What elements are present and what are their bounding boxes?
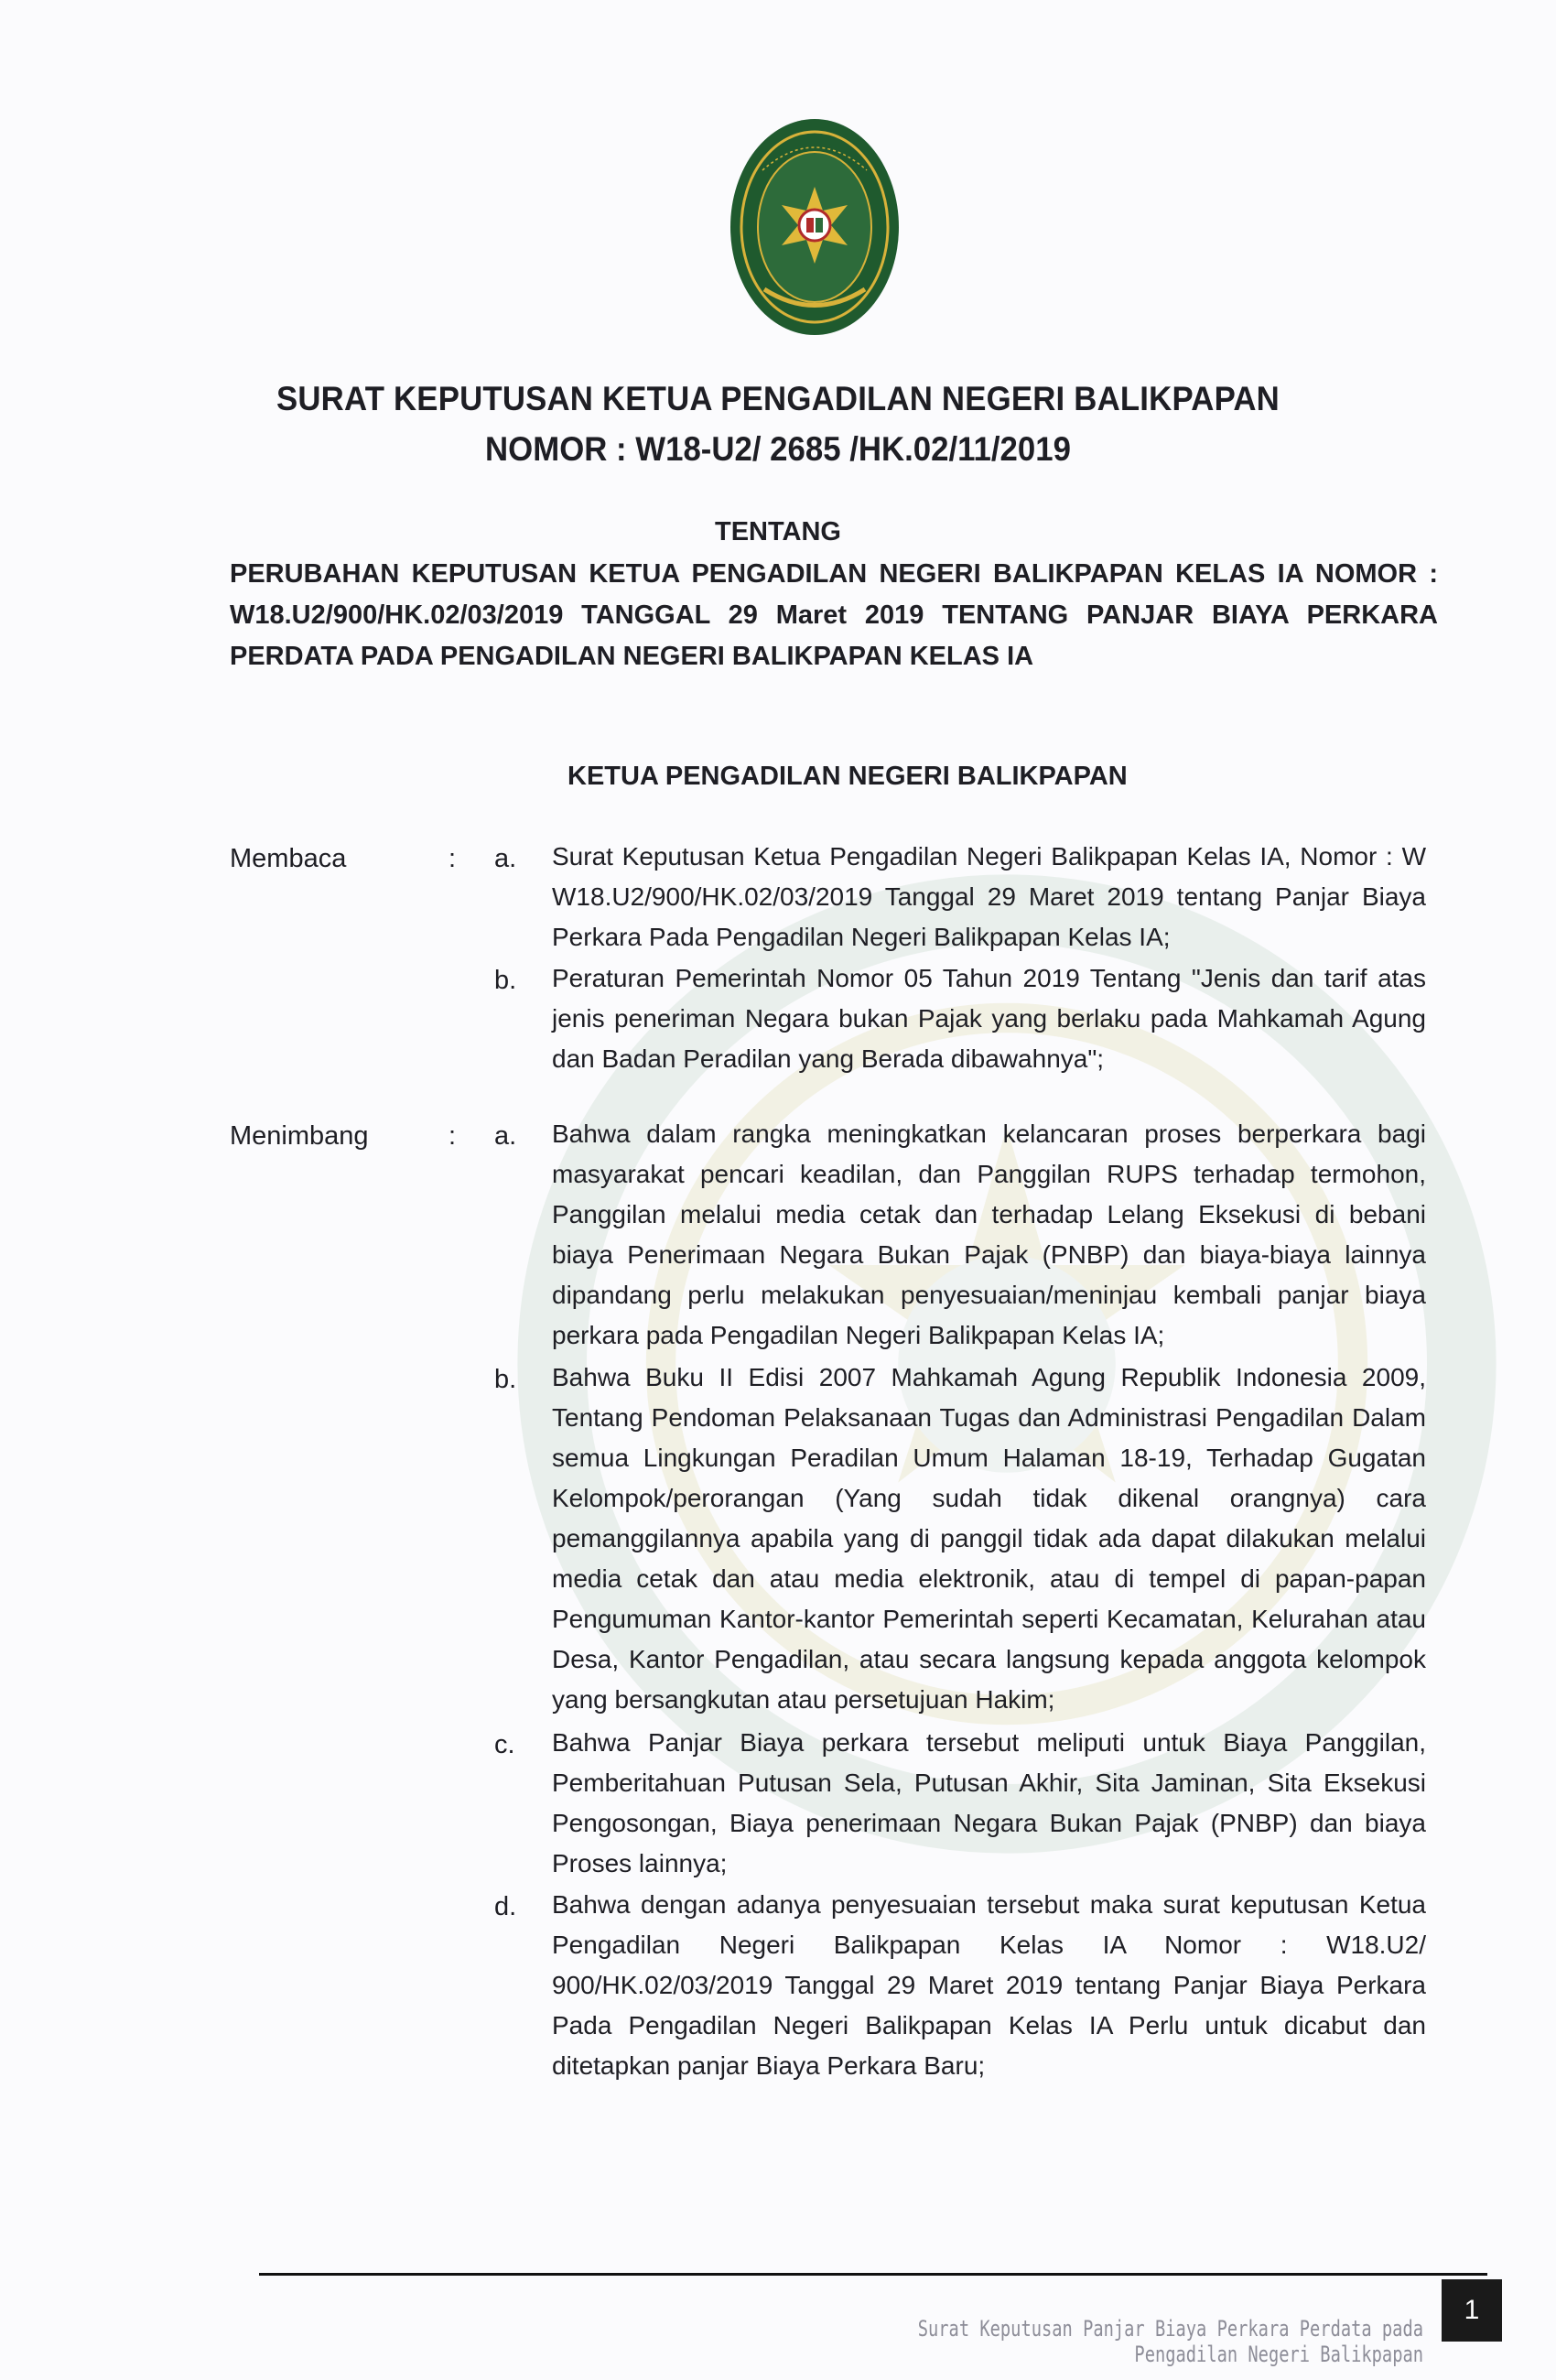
document-number: NOMOR : W18-U2/ 2685 /HK.02/11/2019 [485,430,1071,468]
menimbang-item-letter: b. [494,1365,517,1394]
menimbang-item-text: Bahwa dengan adanya penyesuaian tersebut maka surat keputusan Ketua Pengadilan Negeri Balikpapan Kelas IA Nomor : W18.U2/ 900/HK.02/03/2019 Tanggal 29 Maret 2019 tentang Panjar Biaya Perkara Pada Pengadilan Negeri Balikpapan Kelas IA Perlu untuk dicabut dan ditetapkan panjar Biaya Perkara Baru; [552,1890,1426,2080]
membaca-item-text: Surat Keputusan Ketua Pengadilan Negeri Balikpapan Kelas IA, Nomor : W W18.U2/900/HK.02/03/2019 Tanggal 29 Maret 2019 tentang Panjar Biaya Perkara Pada Pengadilan Negeri Balikpapan Kelas IA; [552,842,1426,951]
document-subject: PERUBAHAN KEPUTUSAN KETUA PENGADILAN NEGERI BALIKPAPAN KELAS IA NOMOR : W18.U2/900/HK.02/03/2019 TANGGAL 29 Maret 2019 TENTANG PANJAR BIAYA PERKARA PERDATA PADA PENGADILAN NEGERI BALIKPAPAN KELAS IA [230,559,1438,671]
membaca-item-letter: b. [494,966,517,995]
menimbang-colon: : [448,1121,457,1151]
document-title: SURAT KEPUTUSAN KETUA PENGADILAN NEGERI BALIKPAPAN [276,380,1280,417]
authority-heading: KETUA PENGADILAN NEGERI BALIKPAPAN [567,762,1128,791]
menimbang-label: Menimbang [230,1121,369,1151]
menimbang-item-letter: a. [494,1121,517,1151]
page-number: 1 [1442,2279,1502,2342]
menimbang-item-text: Bahwa dalam rangka meningkatkan kelancaran proses berperkara bagi masyarakat pencari keadilan, dan Panggilan RUPS terhadap termohon, Panggilan melalui media cetak dan terhadap Lelang Eksekusi di bebani biaya Penerimaan Negara Bukan Pajak (PNBP) dan biaya-biaya lainnya dipandang perlu melakukan penyesuaian/meninjau kembali panjar biaya perkara pada Pengadilan Negeri Balikpapan Kelas IA; [552,1120,1426,1349]
footer-divider [259,2273,1487,2276]
court-emblem-icon [728,115,902,340]
menimbang-item-text: Bahwa Panjar Biaya perkara tersebut meliputi untuk Biaya Panggilan, Pemberitahuan Putusan Sela, Putusan Akhir, Sita Jaminan, Sita Eksekusi Pengosongan, Biaya penerimaan Negara Bukan Pajak (PNBP) dan biaya Proses lainnya; [552,1728,1426,1877]
tentang-heading: TENTANG [714,517,841,546]
menimbang-item-letter: c. [494,1730,515,1759]
menimbang-item-text: Bahwa Buku II Edisi 2007 Mahkamah Agung Republik Indonesia 2009, Tentang Pendoman Pelaksanaan Tugas dan Administrasi Pengadilan Dalam semua Lingkungan Peradilan Umum Halaman 18-19, Terhadap Gugatan Kelompok/perorangan (Yang sudah tidak dikenal orangnya) cara pemanggilannya apabila yang di panggil tidak ada dapat dilakukan melalui media cetak dan atau media elektronik, atau di tempel di papan-papan Pengumuman Kantor-kantor Pemerintah seperti Kecamatan, Kelurahan atau Desa, Kantor Pengadilan, atau secara langsung kepada anggota kelompok yang bersangkutan atau persetujuan Hakim; [552,1363,1426,1714]
membaca-item-letter: a. [494,844,517,873]
membaca-item-text: Peraturan Pemerintah Nomor 05 Tahun 2019 Tentang "Jenis dan tarif atas jenis peneriman Negara bukan Pajak yang berlaku pada Mahkamah Agung dan Badan Peradilan yang Berada dibawahnya"; [552,964,1426,1073]
membaca-colon: : [448,844,457,873]
membaca-label: Membaca [230,844,347,873]
footer-caption: Surat Keputusan Panjar Biaya Perkara Perdata pada Pengadilan Negeri Balikpapan [917,2316,1423,2367]
menimbang-item-letter: d. [494,1892,517,1921]
